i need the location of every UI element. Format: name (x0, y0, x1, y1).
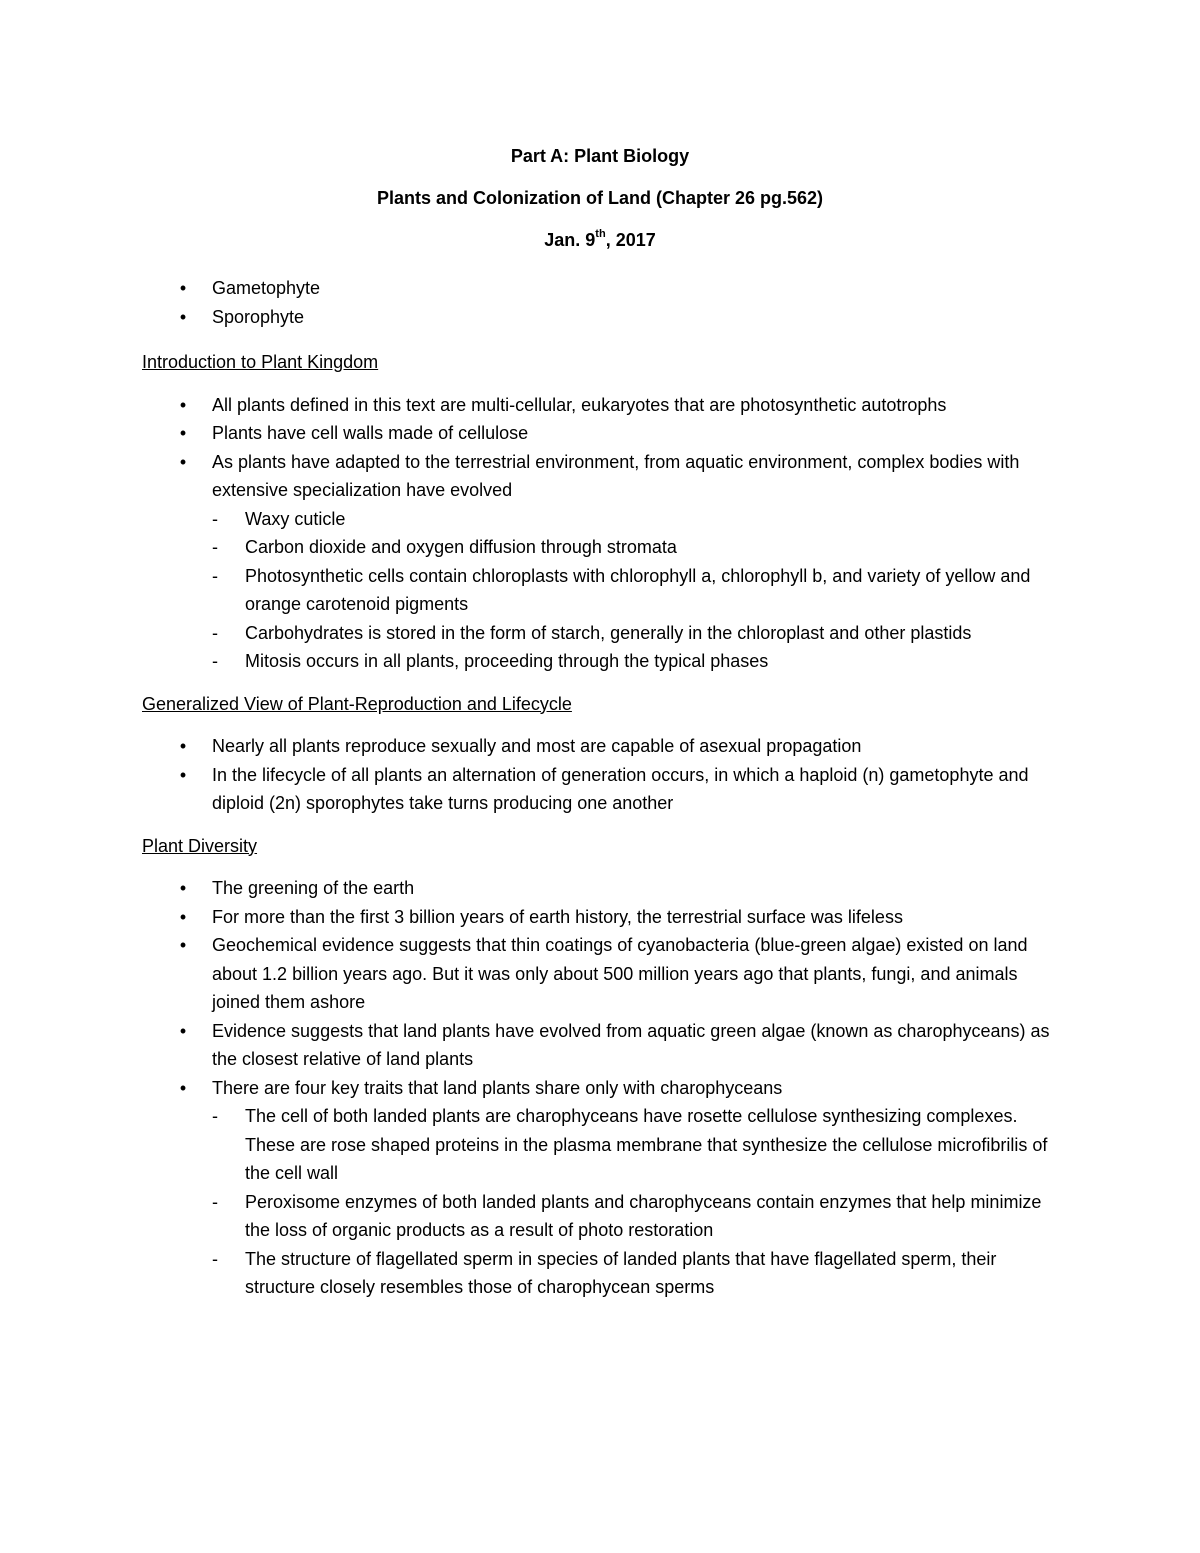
section-heading-intro: Introduction to Plant Kingdom (142, 352, 379, 372)
sub-list-item (142, 647, 1062, 676)
sub-list-item-text: Photosynthetic cells contain chloroplasts with chlorophyll a, chlorophyll b, and variety of yellow and orange carotenoid pigments (245, 565, 1031, 614)
bullet-icon: • (179, 736, 187, 756)
list-item (142, 448, 1062, 676)
dash-icon: - (212, 622, 218, 643)
bullet-icon: • (179, 1020, 187, 1041)
bullet-icon: • (179, 878, 187, 898)
list-item (142, 1017, 1062, 1074)
list-item (142, 1074, 1062, 1302)
sub-list-item-text: The cell of both landed plants are charophyceans have rosette cellulose synthesizing complexes. These are rose shaped proteins in the plasma membrane that synthesize the cellulose microfibrilis of the cell wall (245, 1106, 1048, 1183)
dash-icon: - (212, 565, 218, 586)
bullet-icon: • (179, 306, 187, 327)
sub-list-item (142, 505, 1062, 534)
sub-list-item (142, 1102, 1062, 1188)
date-superscript: th (595, 228, 606, 240)
list-item-text: All plants defined in this text are multi-cellular, eukaryotes that are photosynthetic autotrophs (212, 394, 947, 415)
list-item-text: As plants have adapted to the terrestrial environment, from aquatic environment, complex bodies with extensive specialization have evolved (212, 451, 1020, 500)
list-item-text: Geochemical evidence suggests that thin coatings of cyanobacteria (blue-green algae) existed on land about 1.2 billion years ago. But it was only about 500 million years ago that plants, fungi, and animals joined them ashore (212, 935, 1028, 1012)
dash-icon: - (212, 1191, 218, 1212)
repro-bullet-list (142, 732, 1062, 818)
list-item (142, 874, 1062, 903)
sub-list-item-text: Mitosis occurs in all plants, proceeding through the typical phases (245, 651, 769, 671)
bullet-icon: • (179, 278, 187, 298)
intro-bullet-list (142, 391, 1062, 676)
sub-list-item-text: Carbohydrates is stored in the form of starch, generally in the chloroplast and other plastids (245, 622, 972, 643)
list-item-text: In the lifecycle of all plants an alternation of generation occurs, in which a haploid (n) gametophyte and diploid (2n) sporophytes take turns producing one another (212, 764, 1029, 813)
document-body (142, 274, 1062, 1302)
bullet-icon: • (179, 1077, 187, 1098)
bullet-icon: • (179, 764, 187, 785)
top-bullet-list (142, 274, 1062, 331)
sub-list-item-text: The structure of flagellated sperm in species of landed plants that have flagellated sperm, their structure closely resembles those of charophycean sperms (245, 1248, 997, 1297)
list-item-text: Sporophyte (212, 306, 305, 327)
list-item-text: The greening of the earth (212, 878, 415, 898)
bullet-icon: • (179, 423, 187, 443)
list-item-text: Evidence suggests that land plants have evolved from aquatic green algae (known as charophyceans) as the closest relative of land plants (212, 1020, 1050, 1069)
intro-sub-list (142, 505, 1062, 676)
date-prefix: Jan. 9 (544, 230, 596, 250)
list-item (142, 419, 1062, 448)
list-item (142, 303, 1062, 332)
list-item (142, 274, 1062, 303)
sub-list-item-text: Peroxisome enzymes of both landed plants and charophyceans contain enzymes that help minimize the loss of organic products as a result of photo restoration (245, 1191, 1042, 1240)
bullet-icon: • (179, 935, 187, 955)
document-subtitle: Plants and Colonization of Land (Chapter 26 pg.562) (376, 188, 824, 208)
title-block (0, 142, 1200, 268)
sub-list-item (142, 562, 1062, 619)
sub-list-item (142, 619, 1062, 648)
dash-icon: - (212, 508, 218, 529)
sub-list-item-text: Carbon dioxide and oxygen diffusion through stromata (245, 537, 677, 557)
list-item (142, 761, 1062, 818)
document-title: Part A: Plant Biology (510, 146, 690, 166)
bullet-icon: • (179, 394, 187, 415)
list-item (142, 903, 1062, 932)
list-item-text: For more than the first 3 billion years of earth history, the terrestrial surface was lifeless (212, 906, 903, 927)
sub-list-item-text: Waxy cuticle (245, 508, 346, 529)
dash-icon: - (212, 651, 218, 671)
section-heading-reproduction: Generalized View of Plant-Reproduction and Lifecycle (142, 693, 572, 714)
bullet-icon: • (179, 906, 187, 927)
sub-list-item (142, 533, 1062, 562)
sub-list-item (142, 1188, 1062, 1245)
sub-list-item (142, 1245, 1062, 1302)
list-item (142, 732, 1062, 761)
section-heading-diversity: Plant Diversity (142, 835, 258, 856)
list-item-text: Plants have cell walls made of cellulose (212, 423, 529, 443)
diversity-sub-list (142, 1102, 1062, 1302)
bullet-icon: • (179, 451, 187, 472)
list-item (142, 931, 1062, 1017)
document-date (0, 226, 1200, 254)
list-item-text: There are four key traits that land plants share only with charophyceans (212, 1077, 783, 1098)
date-suffix: , 2017 (605, 230, 656, 250)
list-item (142, 391, 1062, 420)
dash-icon: - (212, 537, 218, 557)
diversity-bullet-list (142, 874, 1062, 1302)
list-item-text: Gametophyte (212, 278, 321, 298)
dash-icon: - (212, 1106, 218, 1126)
list-item-text: Nearly all plants reproduce sexually and most are capable of asexual propagation (212, 736, 862, 756)
dash-icon: - (212, 1248, 218, 1269)
